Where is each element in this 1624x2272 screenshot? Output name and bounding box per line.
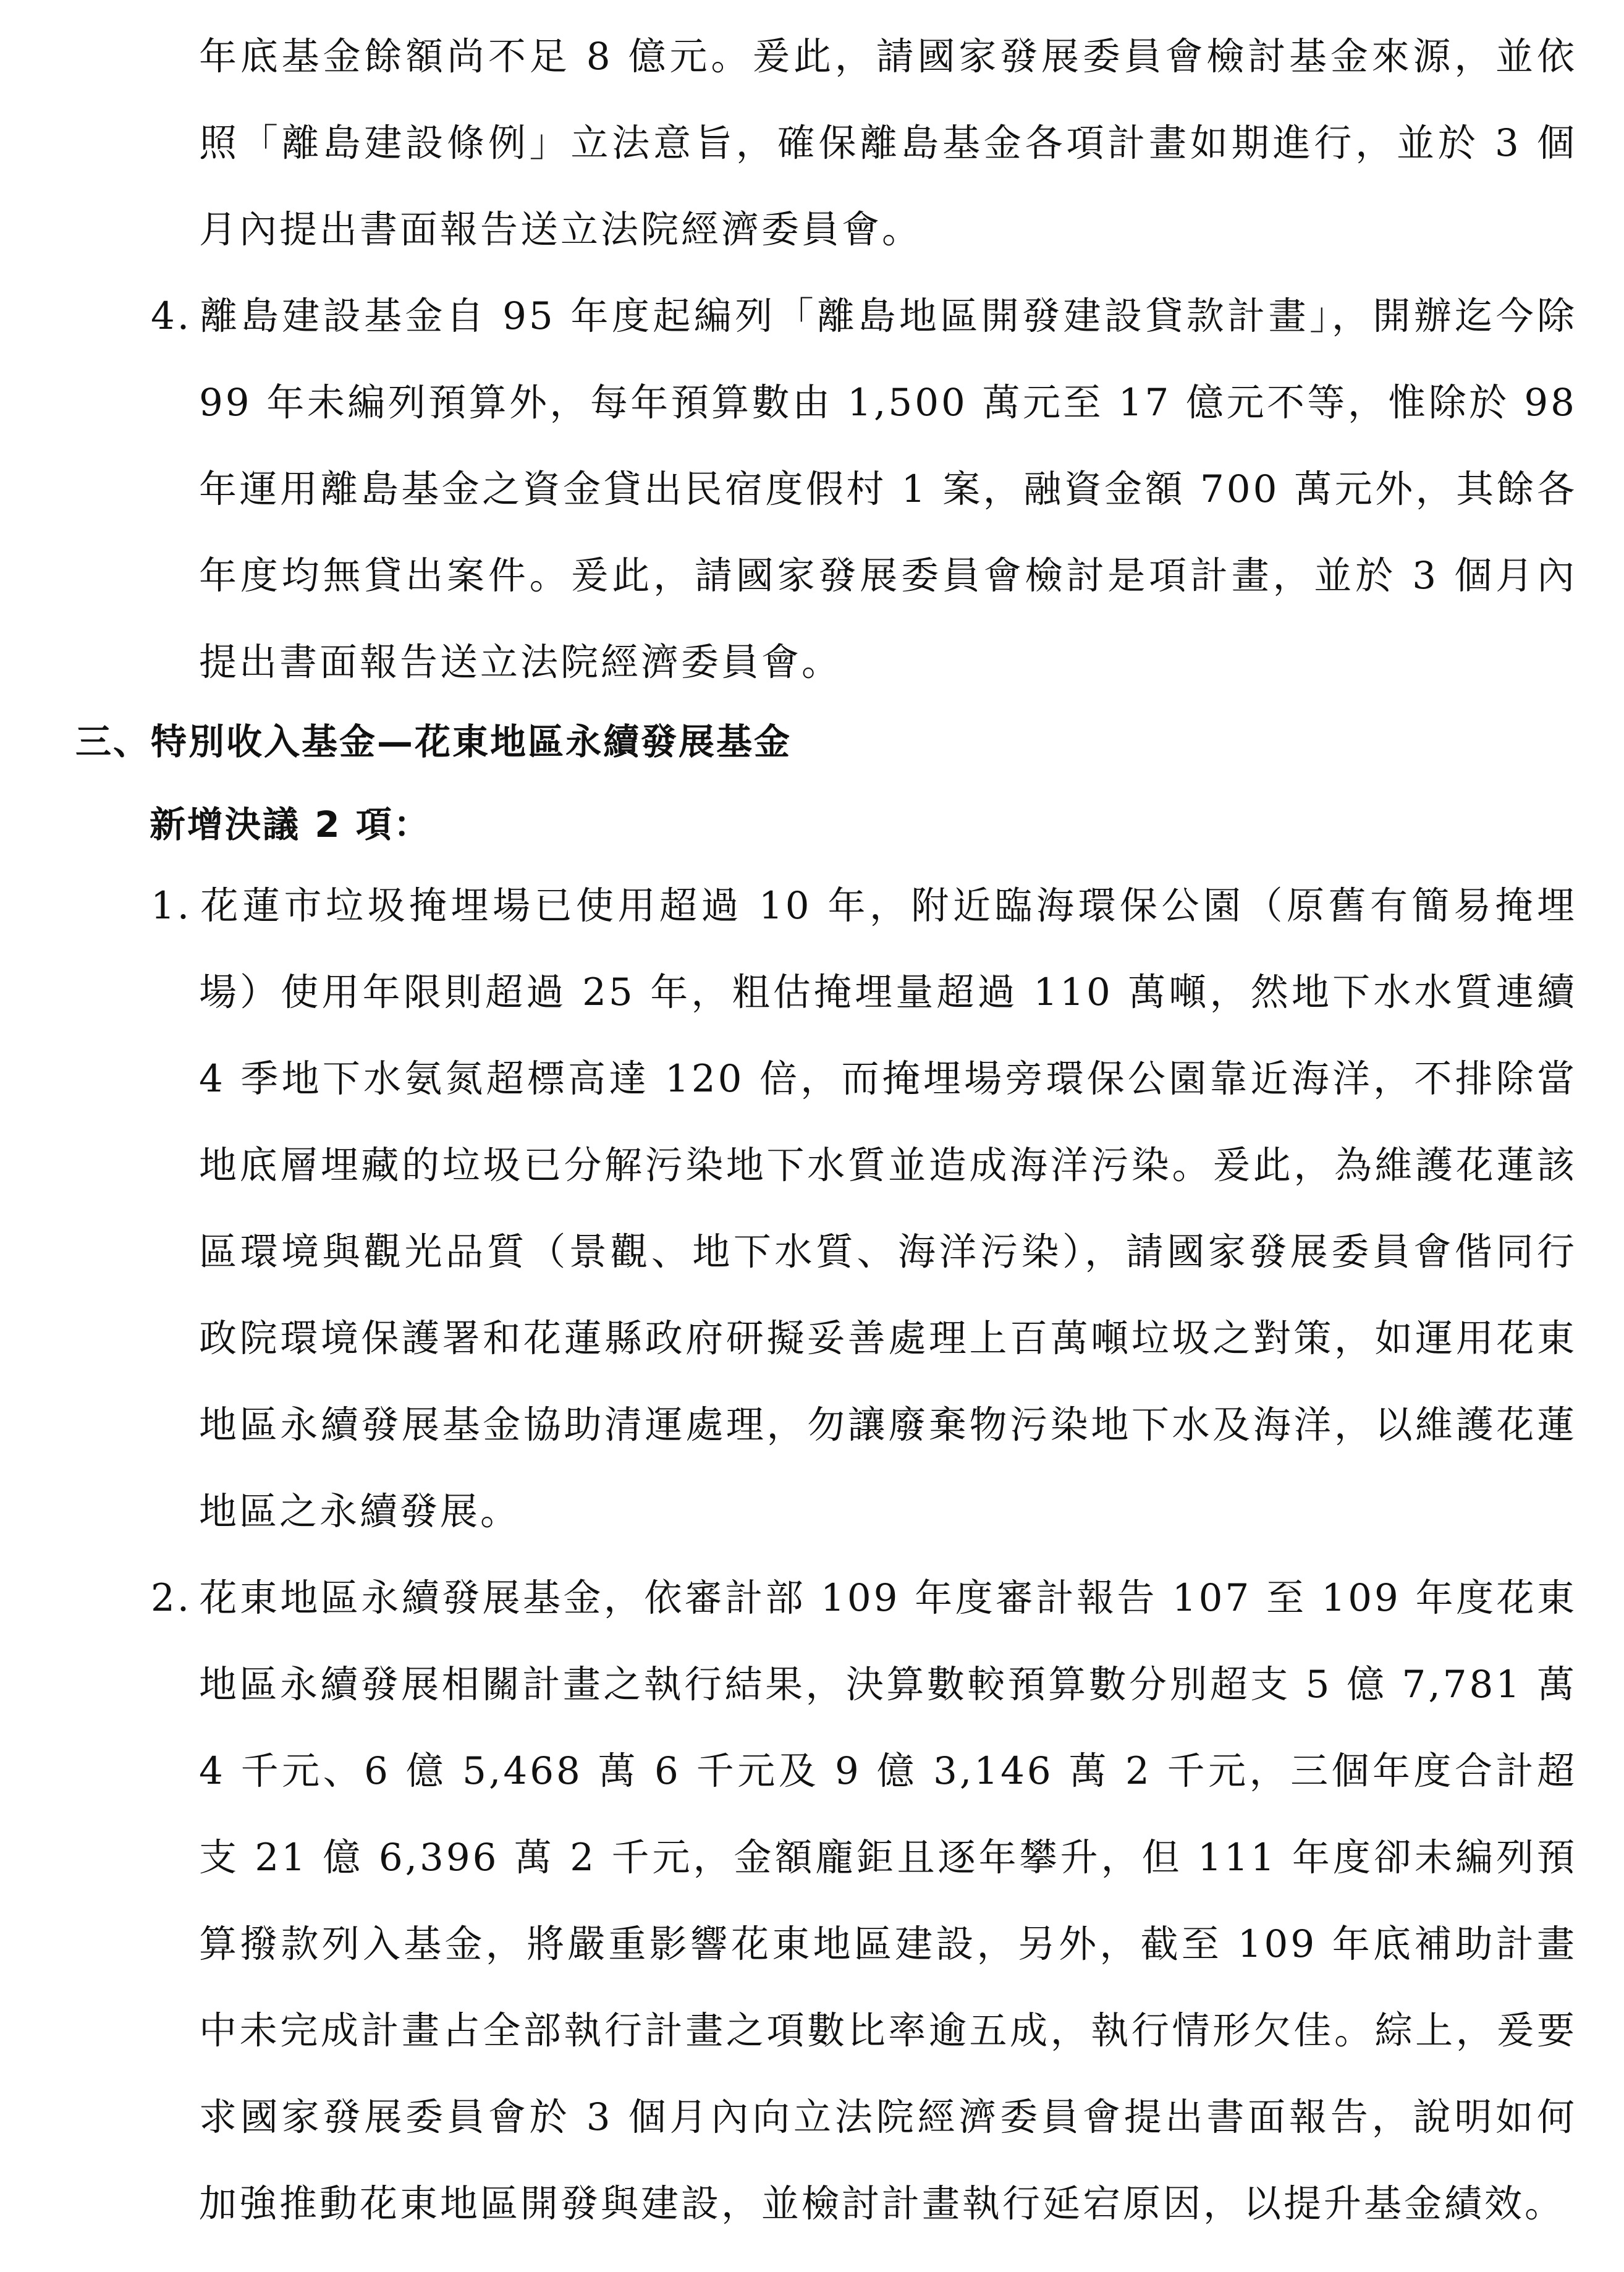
paragraph-continuation: 年底基金餘額尚不足 8 億元。爰此，請國家發展委員會檢討基金來源，並依照「離島建設條例」立法意旨，確保離島基金各項計畫如期進行，並於 3 個月內提出書面報告送立法院經濟委員會。 [199, 35, 1577, 252]
list-item-text: 離島建設基金自 95 年度起編列「離島地區開發建設貸款計畫」，開辦迄今除 99 年未編列預算外，每年預算數由 1,500 萬元至 17 億元不等，惟除於 98 年運用離島基金之資金貸出民宿度假村 1 案，融資金額 700 萬元外，其餘各年度均無貸出案件。爰此，請國家發展委員會檢討是項計畫，並於 3 個月內提出書面報告送立法院經濟委員會。 [199, 294, 1577, 684]
sub-heading: 新增決議 2 項： [150, 803, 431, 846]
list-item-number: 2. [151, 1576, 192, 1620]
list-item-number: 1. [151, 884, 192, 928]
list-item-number: 4. [151, 294, 192, 338]
list-item-text: 花東地區永續發展基金，依審計部 109 年度審計報告 107 至 109 年度花東地區永續發展相關計畫之執行結果，決算數較預算數分別超支 5 億 7,781 萬 4 千元、6 億 5,468 萬 6 千元及 9 億 3,146 萬 2 千元，三個年度合計超支 21 億 6,396 萬 2 千元，金額龐鉅且逐年攀升，但 111 年度卻未編列預算撥款列入基金，將嚴重影響花東地區建設，另外，截至 109 年底補助計畫中未完成計畫占全部執行計畫之項數比率逾五成，執行情形欠佳。綜上，爰要求國家發展委員會於 3 個月內向立法院經濟委員會提出書面報告，說明如何加強推動花東地區開發與建設，並檢討計畫執行延宕原因，以提升基金績效。 [199, 1576, 1577, 2226]
list-item-text: 花蓮市垃圾掩埋場已使用超過 10 年，附近臨海環保公園（原舊有簡易掩埋場）使用年限則超過 25 年，粗估掩埋量超過 110 萬噸，然地下水水質連續 4 季地下水氨氮超標高達 120 倍，而掩埋場旁環保公園靠近海洋，不排除當地底層埋藏的垃圾已分解污染地下水質並造成海洋污染。爰此，為維護花蓮該區環境與觀光品質（景觀、地下水質、海洋污染），請國家發展委員會偕同行政院環境保護署和花蓮縣政府研擬妥善處理上百萬噸垃圾之對策，如運用花東地區永續發展基金協助清運處理，勿讓廢棄物污染地下水及海洋，以維護花蓮地區之永續發展。 [199, 884, 1577, 1533]
list-item-2 [151, 1555, 1577, 2247]
section-heading: 三、特別收入基金—花東地區永續發展基金 [75, 721, 792, 763]
list-item-1 [151, 863, 1577, 1555]
list-item-4 [151, 273, 1577, 706]
